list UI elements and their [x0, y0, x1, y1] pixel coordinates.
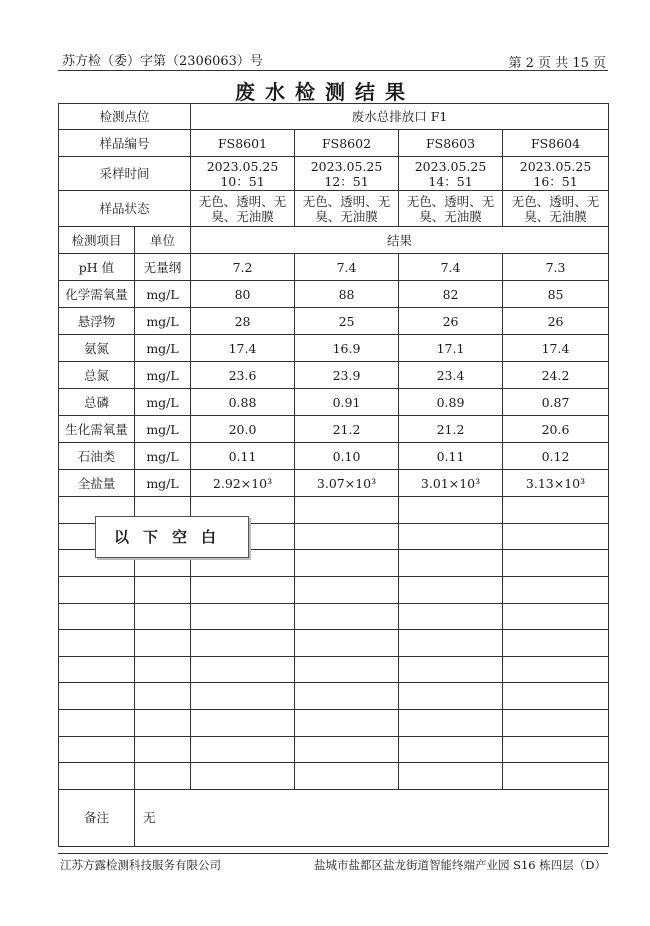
location-label: 检测点位	[59, 104, 191, 130]
sampling-time-cell: 2023.05.25 12：51	[295, 157, 399, 191]
blank-below-stamp: 以下空白	[95, 516, 249, 558]
sample-id-cell: FS8602	[295, 130, 399, 157]
empty-cell	[191, 630, 295, 657]
table-row	[59, 308, 609, 335]
empty-cell	[135, 603, 191, 630]
table-row	[59, 416, 609, 443]
table-row	[59, 362, 609, 389]
empty-cell	[503, 630, 609, 657]
table-row	[59, 443, 609, 470]
empty-cell	[59, 710, 135, 737]
result-value: 3.13×10³	[503, 470, 609, 497]
parameter-unit: 无量纲	[135, 254, 191, 281]
empty-cell	[399, 710, 503, 737]
result-value: 0.91	[295, 389, 399, 416]
empty-cell	[295, 550, 399, 577]
empty-cell	[503, 656, 609, 683]
result-value: 0.89	[399, 389, 503, 416]
empty-cell	[295, 523, 399, 550]
result-value: 7.4	[399, 254, 503, 281]
result-value: 20.6	[503, 416, 609, 443]
sampling-time-cell: 2023.05.25 16：51	[503, 157, 609, 191]
result-value: 80	[191, 281, 295, 308]
empty-cell	[135, 710, 191, 737]
sample-id-cell: FS8601	[191, 130, 295, 157]
table-row	[59, 157, 609, 191]
sample-id-label: 样品编号	[59, 130, 191, 157]
parameter-name: 总磷	[59, 389, 135, 416]
result-value: 0.87	[503, 389, 609, 416]
empty-cell	[399, 630, 503, 657]
result-value: 82	[399, 281, 503, 308]
empty-cell	[503, 683, 609, 710]
sample-state-cell: 无色、透明、无 臭、无油膜	[191, 191, 295, 227]
table-row	[59, 130, 609, 157]
empty-cell	[295, 763, 399, 790]
header-divider	[58, 70, 608, 71]
result-value: 17.1	[399, 335, 503, 362]
empty-cell	[399, 550, 503, 577]
table-row	[59, 736, 609, 763]
empty-cell	[503, 603, 609, 630]
result-value: 25	[295, 308, 399, 335]
table-row	[59, 470, 609, 497]
empty-cell	[399, 577, 503, 604]
table-row	[59, 577, 609, 604]
result-value: 17.4	[191, 335, 295, 362]
empty-cell	[59, 683, 135, 710]
empty-cell	[503, 497, 609, 524]
table-row	[59, 254, 609, 281]
parameter-name: pH 值	[59, 254, 135, 281]
result-value: 88	[295, 281, 399, 308]
location-value: 废水总排放口 F1	[191, 104, 609, 130]
document-number: 苏方检（委）字第（2306063）号	[62, 54, 263, 69]
sampling-time-cell: 2023.05.25 10：51	[191, 157, 295, 191]
empty-cell	[503, 577, 609, 604]
table-row	[59, 656, 609, 683]
empty-cell	[399, 763, 503, 790]
result-value: 20.0	[191, 416, 295, 443]
result-value: 7.3	[503, 254, 609, 281]
page-indicator: 第 2 页 共 15 页	[508, 56, 606, 71]
empty-cell	[295, 603, 399, 630]
result-value: 21.2	[399, 416, 503, 443]
empty-cell	[191, 710, 295, 737]
empty-cell	[135, 736, 191, 763]
empty-cell	[191, 763, 295, 790]
empty-cell	[295, 710, 399, 737]
remark-value: 无	[135, 789, 609, 846]
result-header: 结果	[191, 227, 609, 254]
result-value: 26	[503, 308, 609, 335]
parameter-name: 氨氮	[59, 335, 135, 362]
empty-cell	[295, 577, 399, 604]
remark-label: 备注	[59, 789, 135, 846]
table-row	[59, 335, 609, 362]
empty-cell	[191, 603, 295, 630]
empty-cell	[295, 497, 399, 524]
parameter-name: 全盐量	[59, 470, 135, 497]
parameter-unit: mg/L	[135, 362, 191, 389]
result-value: 21.2	[295, 416, 399, 443]
footer-company: 江苏方露检测科技服务有限公司	[60, 858, 221, 872]
result-value: 85	[503, 281, 609, 308]
sample-id-cell: FS8604	[503, 130, 609, 157]
sampling-time-cell: 2023.05.25 14：51	[399, 157, 503, 191]
empty-cell	[399, 497, 503, 524]
sample-state-cell: 无色、透明、无 臭、无油膜	[399, 191, 503, 227]
parameter-unit: mg/L	[135, 416, 191, 443]
parameter-unit: mg/L	[135, 443, 191, 470]
sample-id-cell: FS8603	[399, 130, 503, 157]
empty-cell	[135, 630, 191, 657]
table-row	[59, 710, 609, 737]
table-row	[59, 683, 609, 710]
result-value: 28	[191, 308, 295, 335]
empty-cell	[59, 656, 135, 683]
table-row	[59, 763, 609, 790]
item-header: 检测项目	[59, 227, 135, 254]
parameter-name: 总氮	[59, 362, 135, 389]
sample-state-cell: 无色、透明、无 臭、无油膜	[503, 191, 609, 227]
result-value: 16.9	[295, 335, 399, 362]
empty-cell	[191, 736, 295, 763]
empty-cell	[399, 656, 503, 683]
result-value: 0.88	[191, 389, 295, 416]
empty-cell	[503, 763, 609, 790]
sample-state-cell: 无色、透明、无 臭、无油膜	[295, 191, 399, 227]
unit-header: 单位	[135, 227, 191, 254]
empty-cell	[503, 523, 609, 550]
empty-cell	[135, 656, 191, 683]
result-value: 23.6	[191, 362, 295, 389]
empty-cell	[399, 683, 503, 710]
table-row	[59, 789, 609, 846]
empty-cell	[59, 577, 135, 604]
table-row	[59, 281, 609, 308]
table-row	[59, 630, 609, 657]
result-value: 3.01×10³	[399, 470, 503, 497]
empty-cell	[503, 736, 609, 763]
empty-cell	[503, 550, 609, 577]
empty-cell	[399, 736, 503, 763]
results-table-body	[59, 104, 609, 847]
empty-cell	[191, 683, 295, 710]
result-value: 26	[399, 308, 503, 335]
results-table	[58, 103, 609, 847]
parameter-unit: mg/L	[135, 335, 191, 362]
result-value: 0.11	[191, 443, 295, 470]
result-value: 23.9	[295, 362, 399, 389]
empty-cell	[135, 763, 191, 790]
result-value: 3.07×10³	[295, 470, 399, 497]
empty-cell	[191, 656, 295, 683]
parameter-unit: mg/L	[135, 281, 191, 308]
parameter-name: 悬浮物	[59, 308, 135, 335]
empty-cell	[59, 736, 135, 763]
empty-cell	[191, 577, 295, 604]
footer-divider	[58, 853, 608, 854]
parameter-unit: mg/L	[135, 389, 191, 416]
empty-cell	[503, 710, 609, 737]
page-title: 废水检测结果	[235, 80, 415, 104]
empty-cell	[399, 523, 503, 550]
empty-cell	[59, 603, 135, 630]
result-value: 17.4	[503, 335, 609, 362]
empty-cell	[59, 763, 135, 790]
result-value: 7.2	[191, 254, 295, 281]
table-row	[59, 603, 609, 630]
empty-cell	[135, 683, 191, 710]
parameter-name: 生化需氧量	[59, 416, 135, 443]
empty-cell	[59, 630, 135, 657]
empty-cell	[295, 736, 399, 763]
empty-cell	[295, 683, 399, 710]
empty-cell	[295, 656, 399, 683]
empty-cell	[295, 630, 399, 657]
result-value: 0.12	[503, 443, 609, 470]
empty-cell	[399, 603, 503, 630]
sampling-time-label: 采样时间	[59, 157, 191, 191]
table-row	[59, 191, 609, 227]
parameter-unit: mg/L	[135, 470, 191, 497]
result-value: 0.10	[295, 443, 399, 470]
result-value: 23.4	[399, 362, 503, 389]
result-value: 0.11	[399, 443, 503, 470]
empty-cell	[135, 577, 191, 604]
parameter-unit: mg/L	[135, 308, 191, 335]
result-value: 7.4	[295, 254, 399, 281]
table-row	[59, 227, 609, 254]
result-value: 24.2	[503, 362, 609, 389]
parameter-name: 化学需氧量	[59, 281, 135, 308]
sample-state-label: 样品状态	[59, 191, 191, 227]
table-row	[59, 104, 609, 130]
footer-address: 盐城市盐都区盐龙街道智能终端产业园 S16 栋四层（D）	[313, 858, 606, 872]
result-value: 2.92×10³	[191, 470, 295, 497]
parameter-name: 石油类	[59, 443, 135, 470]
table-row	[59, 389, 609, 416]
